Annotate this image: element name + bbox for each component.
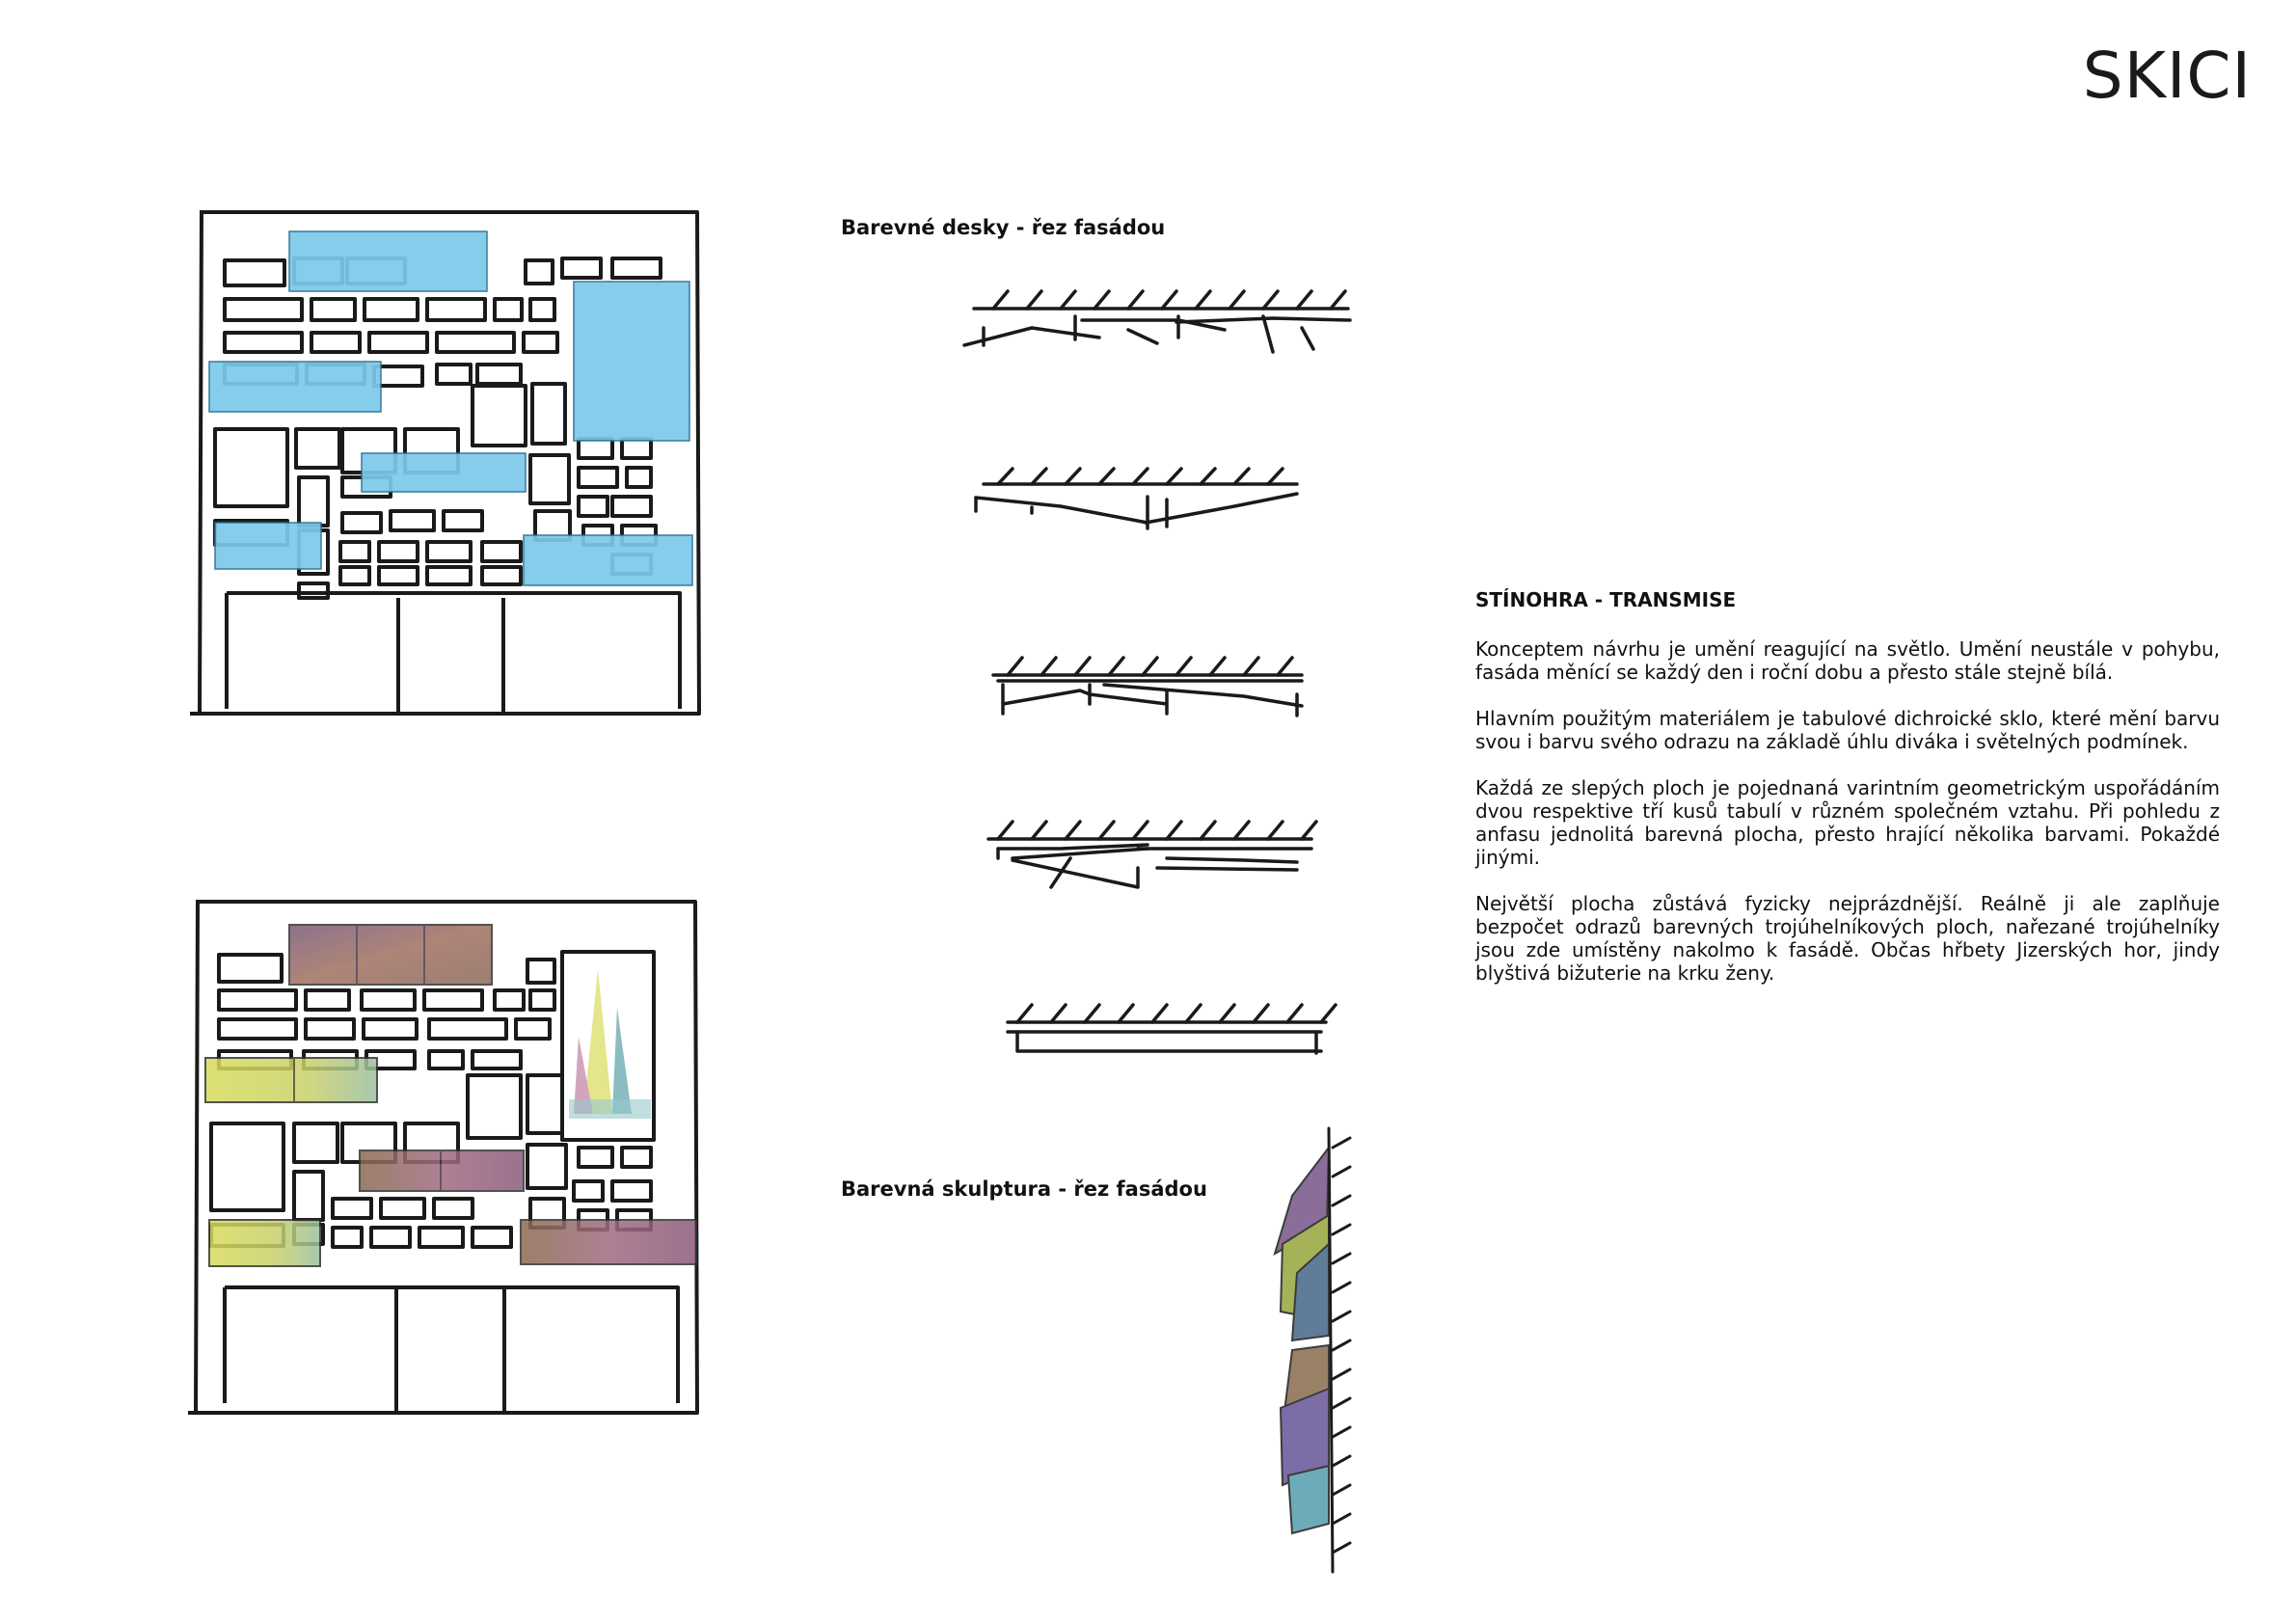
description-paragraph: Největší plocha zůstává fyzicky nejprázdnější. Reálně ji ale zaplňuje bezpočet odrazů barevných trojúhelníkových ploch, nařezané trojúhelníky jsou zde umístěny nakolmo k fasádě. Občas hřbety Jizerských hor, jindy blyštivá bižuterie na krku ženy. [1475, 892, 2220, 985]
sculpture-section-sketch-icon [1254, 1119, 1360, 1582]
facade-sketch-dichroic-icon [188, 892, 747, 1422]
description-heading: STÍNOHRA - TRANSMISE [1475, 588, 1737, 611]
caption-panels-section: Barevné desky - řez fasádou [841, 216, 1166, 239]
description-paragraph: Konceptem návrhu je umění reagující na světlo. Umění neustále v pohybu, fasáda měnící se každý den i roční dobu a přesto stále stejně bílá. [1475, 637, 2220, 684]
caption-sculpture-section: Barevná skulptura - řez fasádou [841, 1177, 1207, 1201]
description-paragraph: Hlavním použitým materiálem je tabulové dichroické sklo, které mění barvu svou i barvu svého odrazu na základě úhlu diváka i světelných podmínek. [1475, 707, 2220, 753]
facade-sketch-blue-icon [188, 203, 747, 733]
section-detail-sketches-icon [955, 270, 1369, 1090]
description-paragraph: Každá ze slepých ploch je pojednaná varintním geometrickým uspořádáním dvou respektive tří kusů tabulí v různém společném vztahu. Při pohledu z anfasu jednolitá barevná plocha, přesto hrající několika barvami. Pokaždé jinými. [1475, 776, 2220, 869]
description-text-block [1475, 588, 2220, 1008]
page-title: SKICI [2082, 39, 2252, 113]
